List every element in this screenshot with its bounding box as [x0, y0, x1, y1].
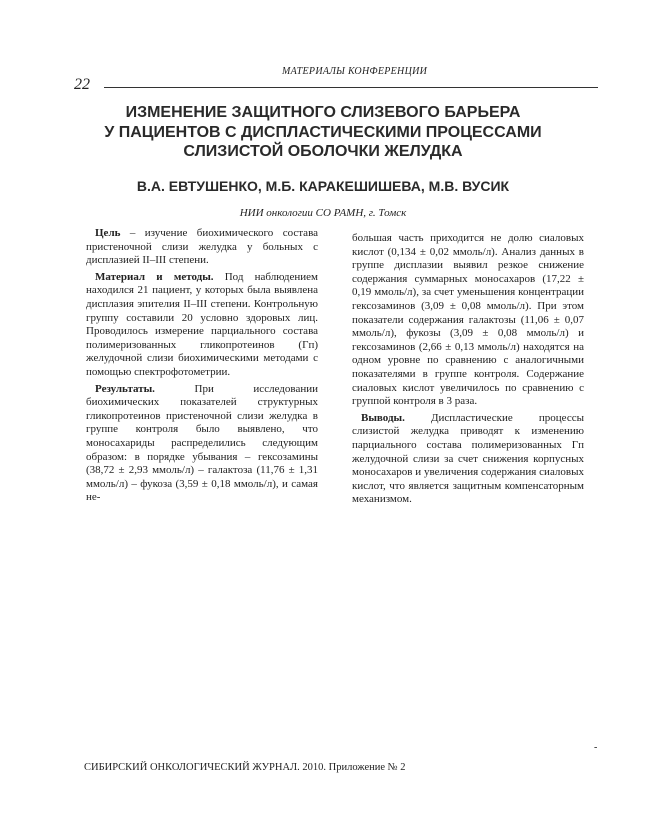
paragraph-methods [86, 271, 318, 380]
title-line: ИЗМЕНЕНИЕ ЗАЩИТНОГО СЛИЗЕВОГО БАРЬЕРА [125, 104, 521, 121]
paragraph-text: При исследовании биохимических показателей структурных гликопротеинов пристеночной слизи желудка в группе контроля было выявлено, что моносахариды распределились следующим образом: в порядке убывания – гексозамины (38,72 ± 2,93 ммоль/л) – галактоза (11,76 ± 1,31 ммоль/л) – фукоза (3,59 ± 0,18 ммоль/л), и самая не- [86, 382, 318, 504]
paragraph-text: большая часть приходится не долю сиаловых кислот (0,134 ± 0,02 ммоль/л). Анализ данных в группе дисплазии выявил резкое снижение содержания суммарных моносахаров (17,22 ± 0,19 ммоль/л), за счет уменьшения концентрации гексозаминов (3,09 ± 0,08 ммоль/л). При этом показатели содержания галактозы (11,06 ± 0,07 ммоль/л), фукозы (3,09 ± 0,08 ммоль/л) и гексозаминов (2,66 ± 0,13 ммоль/л) находятся на одном уровне по сравнению с аналогичными показателями в группе контроля. Содержание сиаловых кислот увеличилось по сравнению с группой контроля в 3 раза. [352, 232, 584, 408]
header-rule [104, 87, 598, 88]
paragraph-conclusions [352, 412, 584, 507]
paragraph-label: Результаты. [95, 382, 155, 395]
left-column [86, 227, 318, 508]
corner-mark: - [594, 742, 598, 753]
title-line: СЛИЗИСТОЙ ОБОЛОЧКИ ЖЕЛУДКА [183, 143, 463, 160]
paragraph-text: – изучение биохимического состава пристеночной слизи желудка у больных с дисплазией II–III степени. [86, 227, 318, 267]
paragraph-label: Цель [95, 227, 121, 239]
article-title [60, 103, 586, 162]
running-title: МАТЕРИАЛЫ КОНФЕРЕНЦИИ [282, 66, 428, 77]
paragraph-goal [86, 227, 318, 268]
authors: В.А. ЕВТУШЕНКО, М.Б. КАРАКЕШИШЕВА, М.В. ВУСИК [136, 178, 510, 194]
paragraph-label: Материал и методы. [95, 270, 214, 283]
paragraph-results-continued [352, 232, 584, 409]
journal-footer: СИБИРСКИЙ ОНКОЛОГИЧЕСКИЙ ЖУРНАЛ. 2010. Приложение № 2 [84, 762, 406, 773]
affiliation: НИИ онкологии СО РАМН, г. Томск [239, 207, 407, 219]
paragraph-results [86, 383, 318, 505]
paragraph-text: Диспластические процессы слизистой желудка приводят к изменению парциального состава полимеризованных Гп желудочной слизи за счет снижения корпусных моносахаров и увеличения содержания сиаловых кислот, что является защитным компенсаторным механизмом. [352, 411, 584, 506]
page-number: 22 [74, 76, 90, 93]
paragraph-label: Выводы. [361, 411, 405, 424]
title-line: У ПАЦИЕНТОВ С ДИСПЛАСТИЧЕСКИМИ ПРОЦЕССАМИ [104, 123, 542, 141]
right-column [352, 232, 584, 510]
paragraph-text: Под наблюдением находился 21 пациент, у которых была выявлена дисплазия эпителия II–III степени. Контрольную группу составили 20 условно здоровых лиц. Проводилось измерение парциального состава полимеризованных гликопротеинов (Гп) желудочной слизи биохимическими методами с помощью спектрофотометрии. [86, 270, 318, 378]
